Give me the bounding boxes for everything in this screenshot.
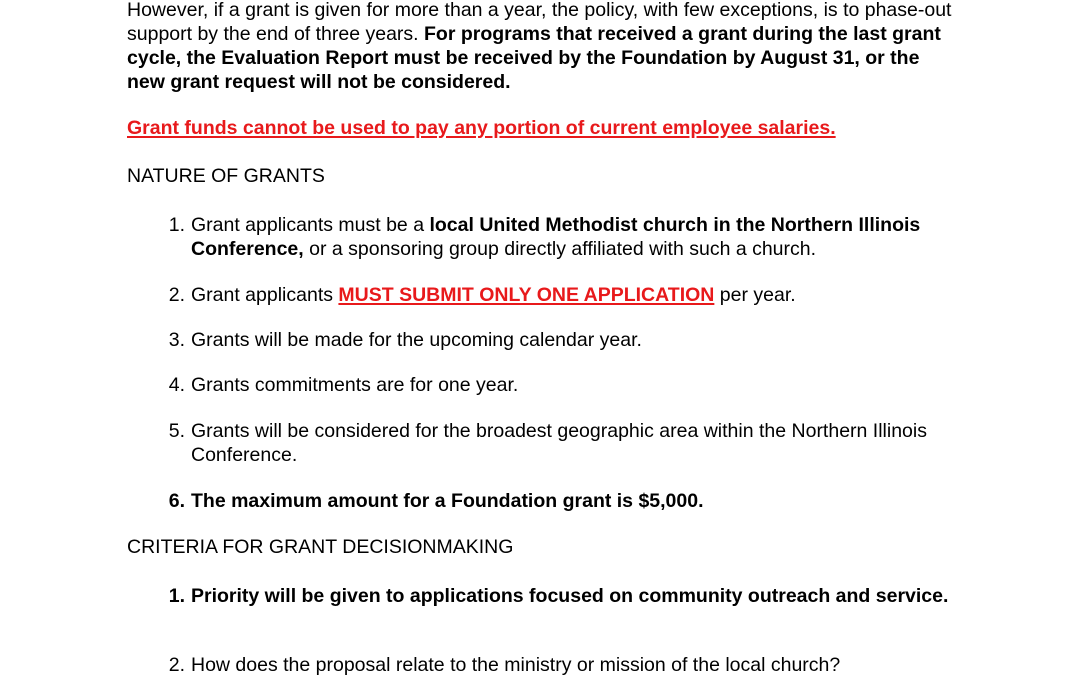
item-text-bold: local United Methodist church in the Northern Illinois Conference, bbox=[191, 214, 921, 260]
list-item-number: 2. bbox=[168, 654, 185, 676]
list-item-number: 4. bbox=[168, 374, 185, 396]
list-item-text bbox=[191, 213, 951, 261]
list-item-text: Grants commitments are for one year. bbox=[191, 374, 519, 396]
intro-text: However, if a grant is given for more than a year, the policy, with few exceptions, is to phase-out support by the end of three years. bbox=[127, 0, 952, 45]
list-item-text: Grants will be made for the upcoming calendar year. bbox=[191, 329, 642, 351]
list-item-text bbox=[191, 283, 951, 307]
intro-paragraph bbox=[127, 0, 957, 94]
nature-of-grants-heading: NATURE OF GRANTS bbox=[127, 165, 325, 187]
intro-bold-text: For programs that received a grant during the last grant cycle, the Evaluation Report must be received by the Foundation by August 31, or the new grant request will not be considered. bbox=[127, 23, 941, 93]
list-item-number: 3. bbox=[168, 329, 185, 351]
list-item-number: 1. bbox=[168, 585, 185, 607]
list-item-number: 5. bbox=[168, 420, 185, 442]
list-item-number: 2. bbox=[168, 284, 185, 306]
list-item-number: 6. bbox=[168, 490, 185, 512]
item-text-prefix: Grant applicants must be a bbox=[191, 214, 430, 236]
item-text-prefix: Grant applicants bbox=[191, 284, 339, 306]
criteria-heading: CRITERIA FOR GRANT DECISIONMAKING bbox=[127, 536, 514, 558]
list-item-text: How does the proposal relate to the ministry or mission of the local church? bbox=[191, 654, 841, 676]
list-item-text: The maximum amount for a Foundation grant is $5,000. bbox=[191, 490, 704, 512]
item-text-suffix: or a sponsoring group directly affiliated with such a church. bbox=[303, 238, 817, 260]
list-item-text: Grants will be considered for the broadest geographic area within the Northern Illinois Conference. bbox=[191, 420, 927, 466]
list-item-number: 1. bbox=[168, 214, 185, 236]
item-text-suffix: per year. bbox=[714, 284, 796, 306]
salary-notice: Grant funds cannot be used to pay any portion of current employee salaries. bbox=[127, 117, 836, 139]
list-item-text: Priority will be given to applications focused on community outreach and service. bbox=[191, 585, 949, 607]
item-text-emphasis: MUST SUBMIT ONLY ONE APPLICATION bbox=[338, 284, 715, 306]
